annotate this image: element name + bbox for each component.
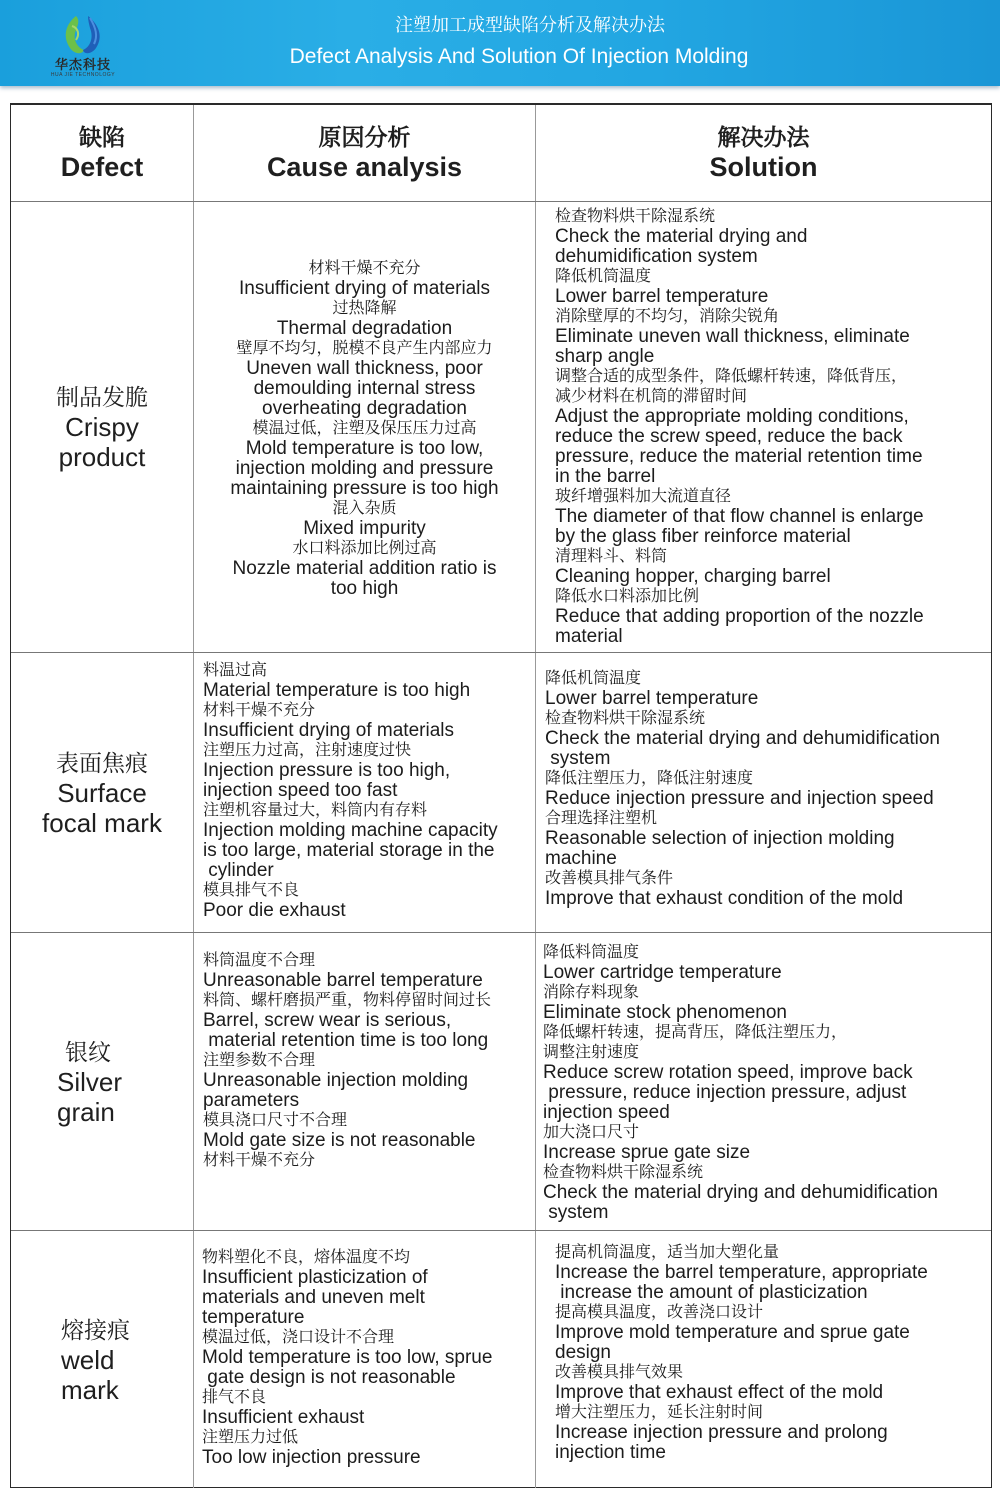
table-row — [11, 1231, 991, 1488]
cause-cn: 材料干燥不充分 — [203, 702, 316, 719]
solution-en: Check the material drying and — [555, 226, 808, 247]
solution-en: injection speed — [543, 1102, 670, 1123]
cause-en: Mold temperature is too low, — [245, 438, 484, 459]
solution-cn: 消除壁厚的不均匀，消除尖锐角 — [555, 308, 780, 325]
defect-cell — [11, 1231, 194, 1488]
cause-en: Insufficient drying of materials — [239, 278, 490, 299]
defect-name-cn: 制品发脆 — [56, 384, 148, 410]
cause-cn: 注塑机容量过大，料筒内有存料 — [203, 802, 428, 819]
solution-cn: 调整注射速度 — [543, 1044, 640, 1061]
column-header-en: Solution — [709, 152, 818, 182]
cause-cn: 模温过低，注塑及保压压力过高 — [252, 420, 477, 437]
table-row — [11, 202, 991, 653]
cause-en: Mold temperature is too low, sprue — [202, 1347, 493, 1368]
solution-cn: 降低螺杆转速，提高背压，降低注塑压力， — [543, 1024, 848, 1041]
logo-name-cn: 华杰科技 — [54, 57, 111, 72]
solution-en: Reduce injection pressure and injection speed — [545, 788, 934, 809]
table-row — [11, 933, 991, 1231]
cause-cell — [194, 933, 536, 1230]
cause-cell — [194, 202, 536, 652]
solution-en: injection time — [555, 1442, 666, 1463]
table-header-row — [11, 105, 991, 202]
cause-cn: 模温过低，浇口设计不合理 — [202, 1329, 395, 1346]
cause-en: injection speed too fast — [203, 780, 398, 801]
defect-name-en: Surface — [57, 777, 147, 808]
cause-en: parameters — [203, 1090, 300, 1111]
cause-cell — [194, 1231, 536, 1488]
cause-cn: 料筒温度不合理 — [203, 952, 316, 969]
solution-en: by the glass fiber reinforce material — [555, 526, 851, 547]
cause-en: Unreasonable injection molding — [203, 1070, 469, 1091]
solution-cn: 加大浇口尺寸 — [543, 1124, 640, 1141]
solution-cn: 改善模具排气条件 — [545, 870, 674, 887]
defect-name-en: grain — [57, 1096, 115, 1127]
cause-cn: 料筒、螺杆磨损严重，物料停留时间过长 — [203, 992, 492, 1009]
cause-en: Uneven wall thickness, poor — [246, 358, 483, 379]
defect-name-en: product — [58, 442, 146, 472]
defect-name-en: Silver — [57, 1066, 123, 1097]
cause-cn: 注塑参数不合理 — [203, 1052, 316, 1069]
cause-en: Insufficient plasticization of — [202, 1267, 428, 1288]
solution-en: pressure, reduce the material retention time — [555, 446, 923, 467]
solution-en: Improve that exhaust condition of the mold — [545, 888, 904, 909]
cause-cn: 注塑压力过低 — [202, 1429, 299, 1446]
cause-en: maintaining pressure is too high — [230, 478, 499, 499]
solution-en: Cleaning hopper, charging barrel — [555, 566, 831, 587]
column-header-solution — [536, 105, 991, 201]
solution-cn: 提高模具温度，改善浇口设计 — [555, 1304, 764, 1321]
solution-cn: 消除存料现象 — [543, 984, 640, 1001]
solution-en: design — [555, 1342, 611, 1363]
defect-name-cn: 熔接痕 — [61, 1316, 130, 1343]
cause-cell — [194, 653, 536, 932]
defect-name-en: Crispy — [65, 412, 139, 442]
defect-name-en: weld — [61, 1344, 115, 1375]
cause-en: Unreasonable barrel temperature — [203, 970, 483, 991]
cause-en: Thermal degradation — [276, 318, 453, 339]
column-header-en: Defect — [60, 152, 144, 182]
solution-en: Improve mold temperature and sprue gate — [555, 1322, 910, 1343]
cause-en: materials and uneven melt — [202, 1287, 425, 1308]
cause-cn: 混入杂质 — [332, 500, 397, 517]
cause-en: Barrel, screw wear is serious, — [203, 1010, 452, 1031]
solution-en: Lower cartridge temperature — [543, 962, 782, 983]
solution-en: sharp angle — [555, 346, 655, 367]
defect-name-cn: 银纹 — [65, 1038, 111, 1065]
solution-cn: 增大注塑压力，延长注射时间 — [555, 1404, 764, 1421]
solution-en: system — [545, 748, 611, 769]
defect-cell — [11, 933, 194, 1230]
solution-en: machine — [545, 848, 617, 869]
cause-en: Material temperature is too high — [203, 680, 471, 701]
defect-name-en: focal mark — [42, 807, 162, 838]
cause-en: Insufficient exhaust — [202, 1407, 365, 1428]
solution-en: Improve that exhaust effect of the mold — [555, 1382, 884, 1403]
solution-cell — [536, 1231, 991, 1488]
solution-cn: 检查物料烘干除湿系统 — [545, 710, 706, 727]
solution-cn: 改善模具排气效果 — [555, 1364, 684, 1381]
cause-en: Injection molding machine capacity — [203, 820, 498, 841]
cause-cn: 料温过高 — [203, 662, 268, 679]
cause-en: injection molding and pressure — [235, 458, 494, 479]
column-header-cn: 缺陷 — [79, 124, 125, 150]
solution-en: Lower barrel temperature — [545, 688, 759, 709]
solution-en: Lower barrel temperature — [555, 286, 769, 307]
table-row — [11, 653, 991, 933]
solution-en: dehumidification system — [555, 246, 758, 267]
solution-en: Eliminate stock phenomenon — [543, 1002, 787, 1023]
cause-en: cylinder — [203, 860, 274, 881]
solution-en: Adjust the appropriate molding conditions, — [555, 406, 909, 427]
cause-en: material retention time is too long — [203, 1030, 489, 1051]
cause-en: overheating degradation — [262, 398, 467, 419]
solution-cn: 降低料筒温度 — [543, 944, 640, 961]
cause-cn: 水口料添加比例过高 — [292, 540, 437, 557]
solution-en: increase the amount of plasticization — [555, 1282, 868, 1303]
column-header-en: Cause analysis — [266, 152, 463, 182]
solution-cn: 降低水口料添加比例 — [555, 588, 700, 605]
solution-en: in the barrel — [555, 466, 656, 487]
solution-cn: 检查物料烘干除湿系统 — [555, 208, 716, 225]
defect-table — [10, 103, 992, 1488]
defect-name-en: mark — [61, 1374, 119, 1405]
solution-cn: 合理选择注塑机 — [545, 810, 658, 827]
cause-cn: 模具浇口尺寸不合理 — [203, 1112, 348, 1129]
solution-en: Increase the barrel temperature, appropriate — [555, 1262, 928, 1283]
solution-en: Reduce that adding proportion of the nozzle — [555, 606, 924, 627]
solution-en: Eliminate uneven wall thickness, eliminate — [555, 326, 910, 347]
solution-cn: 检查物料烘干除湿系统 — [543, 1164, 704, 1181]
solution-en: pressure, reduce injection pressure, adjust — [543, 1082, 907, 1103]
page-title-en: Defect Analysis And Solution Of Injection Molding — [289, 45, 749, 68]
solution-en: Increase sprue gate size — [543, 1142, 751, 1163]
defect-cell — [11, 202, 194, 652]
column-header-cn: 解决办法 — [717, 124, 810, 150]
defect-name-cn: 表面焦痕 — [56, 749, 148, 776]
column-header-cause — [194, 105, 536, 201]
solution-cn: 玻纤增强料加大流道直径 — [555, 488, 732, 505]
solution-cell — [536, 933, 991, 1230]
solution-en: Reasonable selection of injection molding — [545, 828, 895, 849]
column-header-defect — [11, 105, 194, 201]
solution-cell — [536, 202, 991, 652]
cause-en: too high — [330, 578, 399, 599]
cause-en: Nozzle material addition ratio is — [232, 558, 497, 579]
solution-en: The diameter of that flow channel is enlarge — [555, 506, 924, 527]
solution-cn: 清理料斗、料筒 — [555, 548, 668, 565]
logo-name-en: HUA JIE TECHNOLOGY — [50, 72, 116, 78]
cause-en: Injection pressure is too high, — [203, 760, 451, 781]
cause-cn: 过热降解 — [332, 300, 397, 317]
cause-en: Mixed impurity — [303, 518, 426, 539]
cause-en: Mold gate size is not reasonable — [203, 1130, 476, 1151]
cause-cn: 注塑压力过高，注射速度过快 — [203, 742, 412, 759]
cause-en: Poor die exhaust — [203, 900, 346, 921]
solution-en: Reduce screw rotation speed, improve back — [543, 1062, 913, 1083]
cause-en: Insufficient drying of materials — [203, 720, 454, 741]
solution-cell — [536, 653, 991, 932]
solution-en: Check the material drying and dehumidification — [543, 1182, 938, 1203]
solution-cn: 降低机筒温度 — [545, 670, 642, 687]
cause-cn: 材料干燥不充分 — [308, 260, 421, 277]
cause-cn: 排气不良 — [202, 1389, 267, 1406]
header-banner — [0, 0, 1000, 86]
solution-cn: 提高机筒温度，适当加大塑化量 — [555, 1244, 780, 1261]
cause-en: gate design is not reasonable — [202, 1367, 456, 1388]
cause-cn: 壁厚不均匀，脱模不良产生内部应力 — [236, 340, 493, 357]
solution-cn: 降低机筒温度 — [555, 268, 652, 285]
solution-en: Check the material drying and dehumidification — [545, 728, 940, 749]
cause-en: Too low injection pressure — [202, 1447, 421, 1468]
solution-en: system — [543, 1202, 609, 1223]
solution-cn: 减少材料在机筒的滞留时间 — [555, 388, 748, 405]
cause-cn: 模具排气不良 — [203, 882, 300, 899]
cause-cn: 材料干燥不充分 — [203, 1152, 316, 1169]
cause-cn: 物料塑化不良，熔体温度不均 — [202, 1249, 411, 1266]
column-header-cn: 原因分析 — [318, 124, 411, 150]
page-title-cn: 注塑加工成型缺陷分析及解决办法 — [395, 15, 665, 35]
cause-en: is too large, material storage in the — [203, 840, 495, 861]
cause-en: demoulding internal stress — [253, 378, 476, 399]
solution-cn: 调整合适的成型条件，降低螺杆转速，降低背压， — [555, 368, 908, 385]
defect-cell — [11, 653, 194, 932]
solution-en: Increase injection pressure and prolong — [555, 1422, 888, 1443]
solution-cn: 降低注塑压力，降低注射速度 — [545, 770, 754, 787]
solution-en: reduce the screw speed, reduce the back — [555, 426, 903, 447]
cause-en: temperature — [202, 1307, 305, 1328]
solution-en: material — [555, 626, 623, 647]
